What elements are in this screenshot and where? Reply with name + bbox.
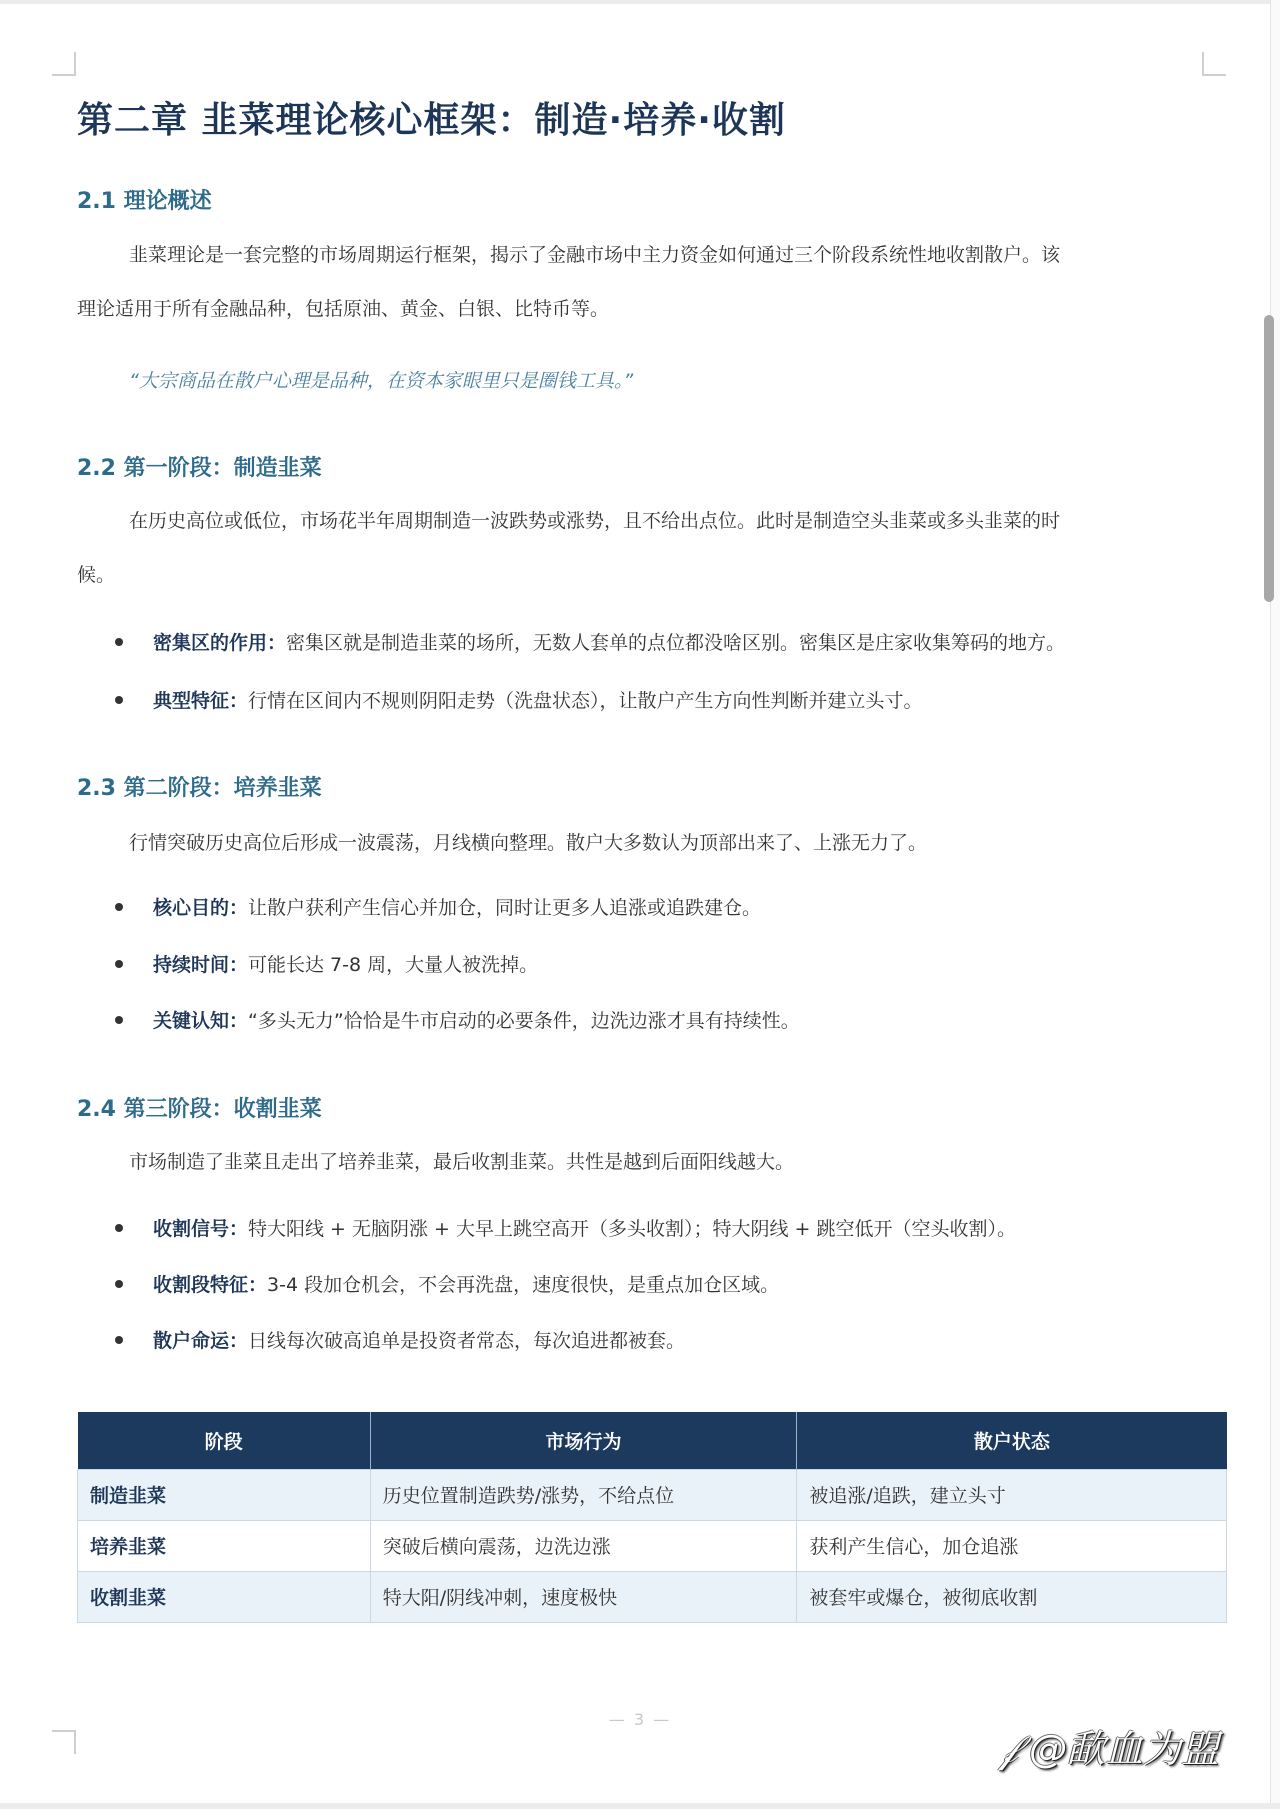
crop-mark-top-left-icon	[52, 52, 76, 76]
section-2-1-quote: “大宗商品在散户心理是品种，在资本家眼里只是圈钱工具。”	[129, 370, 634, 392]
list-item-label: 核心目的：	[153, 897, 249, 919]
table-header-cell: 市场行为	[370, 1412, 797, 1469]
list-item-text: 密集区就是制造韭菜的场所，无数人套单的点位都没啥区别。密集区是庄家收集筹码的地方。	[286, 632, 1066, 654]
table-row	[78, 1469, 1227, 1520]
page-bottom-edge	[0, 1803, 1280, 1809]
list-item	[115, 893, 761, 920]
list-item	[115, 1006, 800, 1033]
bullet-icon	[115, 1280, 123, 1288]
list-item-label: 收割段特征：	[153, 1274, 268, 1296]
list-item	[115, 950, 538, 977]
list-item	[115, 1214, 1016, 1241]
table-cell-market-behavior: 历史位置制造跌势/涨势，不给点位	[370, 1469, 797, 1520]
list-item	[115, 1326, 685, 1353]
list-item	[115, 1270, 779, 1297]
list-item-label: 关键认知：	[153, 1010, 249, 1032]
section-heading-2-3: 2.3 第二阶段：培养韭菜	[77, 776, 322, 801]
table-cell-retail-status: 被套牢或爆仓，被彻底收割	[797, 1571, 1227, 1622]
paragraph-line: 市场制造了韭菜且走出了培养韭菜，最后收割韭菜。共性是越到后面阳线越大。	[129, 1151, 795, 1173]
list-item-label: 收割信号：	[153, 1218, 249, 1240]
watermark-logo: 𝒻 @歃血为盟	[1000, 1727, 1220, 1771]
bullet-icon	[115, 1224, 123, 1232]
table-cell-stage: 收割韭菜	[78, 1571, 371, 1622]
section-2-1-paragraph	[77, 228, 1207, 336]
chapter-title: 第二章 韭菜理论核心框架：制造·培养·收割	[77, 100, 786, 141]
scrollbar-thumb[interactable]	[1264, 315, 1274, 602]
list-item-text: 特大阳线 + 无脑阴涨 + 大早上跳空高开（多头收割）；特大阴线 + 跳空低开（空头收割）。	[248, 1218, 1017, 1240]
crop-mark-bottom-left-icon	[52, 1730, 76, 1754]
list-item-text: 可能长达 7-8 周，大量人被洗掉。	[248, 954, 539, 976]
table-cell-market-behavior: 突破后横向震荡，边洗边涨	[370, 1520, 797, 1571]
list-item-label: 持续时间：	[153, 954, 249, 976]
paragraph-line: 理论适用于所有金融品种，包括原油、黄金、白银、比特币等。	[77, 298, 610, 320]
list-item-text: 行情在区间内不规则阴阳走势（洗盘状态），让散户产生方向性判断并建立头寸。	[248, 690, 923, 712]
page-top-edge	[0, 0, 1280, 4]
paragraph-line: 韭菜理论是一套完整的市场周期运行框架，揭示了金融市场中主力资金如何通过三个阶段系统性地收割散户。该	[129, 244, 1061, 266]
stages-summary-table	[77, 1412, 1227, 1623]
table-header-row	[78, 1412, 1227, 1469]
scrollbar-track[interactable]	[1270, 0, 1280, 1809]
table-row	[78, 1520, 1227, 1571]
section-heading-2-2: 2.2 第一阶段：制造韭菜	[77, 456, 322, 481]
list-item-label: 密集区的作用：	[153, 632, 287, 654]
table-cell-retail-status: 被追涨/追跌，建立头寸	[797, 1469, 1227, 1520]
bullet-icon	[115, 903, 123, 911]
table-cell-retail-status: 获利产生信心，加仓追涨	[797, 1520, 1227, 1571]
crop-mark-top-right-icon	[1202, 52, 1226, 76]
section-heading-2-1: 2.1 理论概述	[77, 189, 212, 214]
bullet-icon	[115, 638, 123, 646]
bullet-icon	[115, 1336, 123, 1344]
page-number: — 3 —	[608, 1710, 672, 1729]
list-item	[115, 686, 923, 713]
section-2-3-paragraph	[77, 816, 1207, 870]
section-2-2-paragraph	[77, 494, 1207, 602]
list-item-text: 让散户获利产生信心并加仓，同时让更多人追涨或追跌建仓。	[248, 897, 762, 919]
list-item-text: 日线每次破高追单是投资者常态，每次追进都被套。	[248, 1330, 686, 1352]
section-2-4-paragraph	[77, 1135, 1207, 1189]
table-cell-stage: 培养韭菜	[78, 1520, 371, 1571]
table-header-cell: 散户状态	[797, 1412, 1227, 1469]
table-header-cell: 阶段	[78, 1412, 371, 1469]
table-cell-market-behavior: 特大阳/阴线冲刺，速度极快	[370, 1571, 797, 1622]
table-row	[78, 1571, 1227, 1622]
table-cell-stage: 制造韭菜	[78, 1469, 371, 1520]
bullet-icon	[115, 1016, 123, 1024]
list-item-text: 3-4 段加仓机会，不会再洗盘，速度很快，是重点加仓区域。	[267, 1274, 780, 1296]
paragraph-line: 候。	[77, 564, 116, 586]
list-item-text: “多头无力”恰恰是牛市启动的必要条件，边洗边涨才具有持续性。	[248, 1010, 800, 1032]
bullet-icon	[115, 696, 123, 704]
bullet-icon	[115, 960, 123, 968]
list-item-label: 散户命运：	[153, 1330, 249, 1352]
paragraph-line: 在历史高位或低位，市场花半年周期制造一波跌势或涨势，且不给出点位。此时是制造空头韭菜或多头韭菜的时	[129, 510, 1061, 532]
section-heading-2-4: 2.4 第三阶段：收割韭菜	[77, 1097, 322, 1122]
list-item	[115, 628, 1065, 655]
list-item-label: 典型特征：	[153, 690, 249, 712]
paragraph-line: 行情突破历史高位后形成一波震荡，月线横向整理。散户大多数认为顶部出来了、上涨无力了。	[129, 832, 928, 854]
